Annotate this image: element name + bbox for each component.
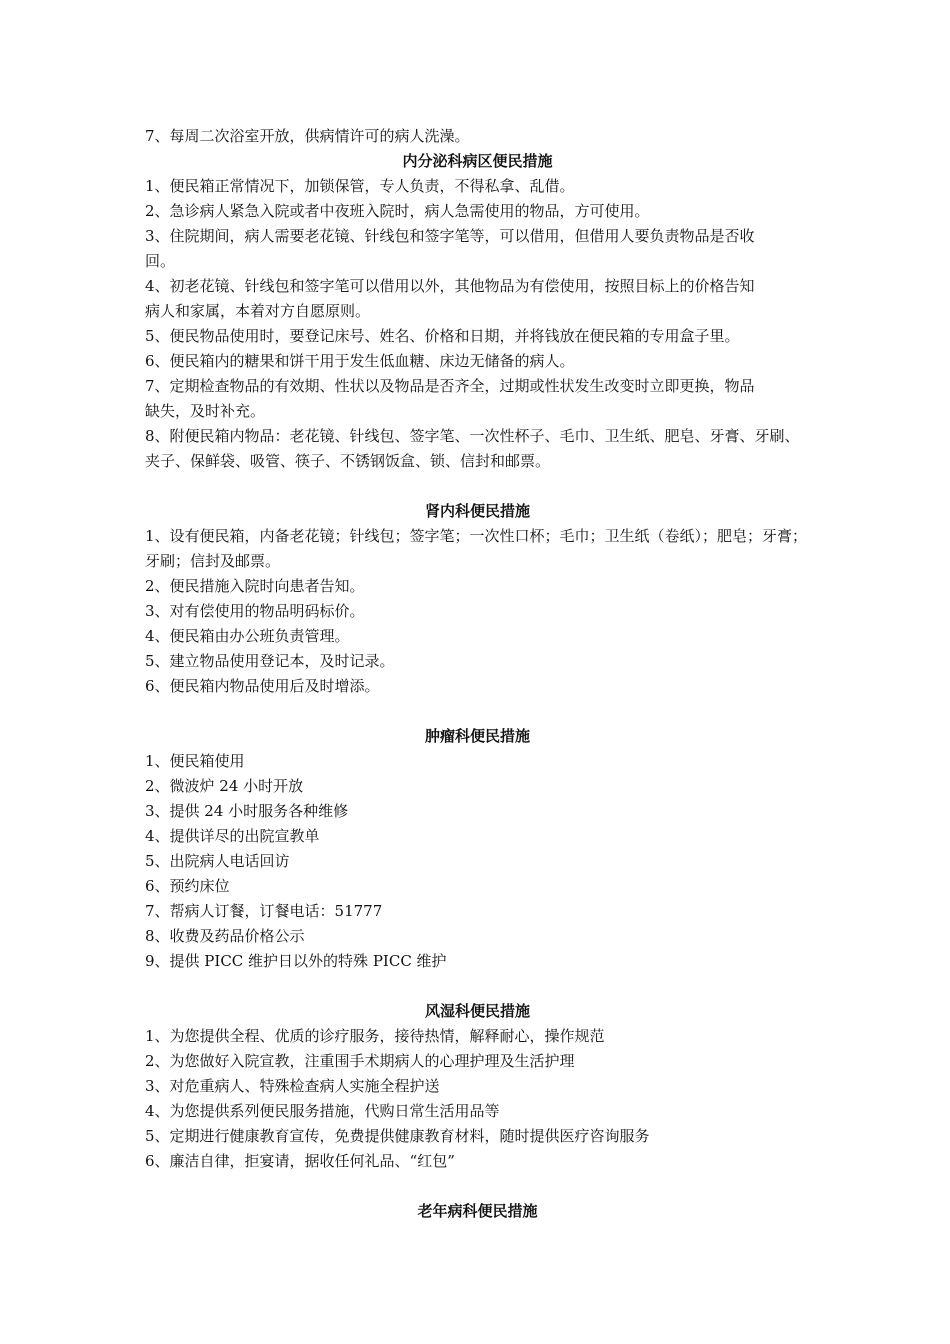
list-item: 7、帮病人订餐，订餐电话：51777 [145, 902, 383, 920]
list-item: 3、对危重病人、特殊检查病人实施全程护送 [145, 1077, 440, 1095]
list-item: 1、设有便民箱，内备老花镜；针线包；签字笔；一次性口杯；毛巾；卫生纸（卷纸）；肥皂；牙膏； [145, 527, 808, 545]
list-item: 1、为您提供全程、优质的诊疗服务，接待热情，解释耐心，操作规范 [145, 1027, 605, 1045]
intro-line-7: 7、每周二次浴室开放，供病情许可的病人洗澡。 [145, 127, 470, 145]
list-item: 3、住院期间，病人需要老花镜、针线包和签字笔等，可以借用，但借用人要负责物品是否收 [145, 227, 755, 245]
list-item: 5、出院病人电话回访 [145, 852, 290, 870]
list-item: 8、附便民箱内物品：老花镜、针线包、签字笔、一次性杯子、毛巾、卫生纸、肥皂、牙膏、牙刷、 [145, 427, 800, 445]
list-item: 6、便民箱内物品使用后及时增添。 [145, 677, 380, 695]
list-item: 5、建立物品使用登记本，及时记录。 [145, 652, 395, 670]
list-item: 回。 [145, 252, 176, 270]
section-title-oncology: 肿瘤科便民措施 [424, 727, 530, 745]
list-item: 3、提供 24 小时服务各种维修 [145, 802, 349, 820]
section-spacer [145, 1174, 810, 1199]
list-item: 5、定期进行健康教育宣传，免费提供健康教育材料，随时提供医疗咨询服务 [145, 1127, 650, 1145]
section-list-rheumatology [145, 1024, 810, 1174]
list-item: 缺失，及时补充。 [145, 402, 266, 420]
list-item: 6、预约床位 [145, 877, 230, 895]
list-item: 2、为您做好入院宣教，注重围手术期病人的心理护理及生活护理 [145, 1052, 575, 1070]
list-item: 1、便民箱使用 [145, 752, 245, 770]
list-item: 4、为您提供系列便民服务措施，代购日常生活用品等 [145, 1102, 500, 1120]
section-spacer [145, 974, 810, 999]
list-item: 3、对有偿使用的物品明码标价。 [145, 602, 365, 620]
list-item: 牙刷；信封及邮票。 [145, 552, 281, 570]
list-item: 4、便民箱由办公班负责管理。 [145, 627, 350, 645]
section-list-endocrine [145, 174, 810, 474]
list-item: 6、便民箱内的糖果和饼干用于发生低血糖、床边无储备的病人。 [145, 352, 575, 370]
section-spacer [145, 474, 810, 499]
section-title-endocrine: 内分泌科病区便民措施 [402, 152, 553, 170]
list-item: 病人和家属，本着对方自愿原则。 [145, 302, 371, 320]
list-item: 5、便民物品使用时，要登记床号、姓名、价格和日期，并将钱放在便民箱的专用盒子里。 [145, 327, 740, 345]
document-page [145, 124, 810, 1224]
list-item: 8、收费及药品价格公示 [145, 927, 305, 945]
list-item: 6、廉洁自律，拒宴请，据收任何礼品、“红包” [145, 1152, 455, 1170]
section-list-nephrology [145, 524, 810, 699]
section-title-geriatrics: 老年病科便民措施 [417, 1202, 538, 1220]
list-item: 1、便民箱正常情况下，加锁保管，专人负责，不得私拿、乱借。 [145, 177, 575, 195]
list-item: 2、急诊病人紧急入院或者中夜班入院时，病人急需使用的物品，方可使用。 [145, 202, 650, 220]
list-item: 2、便民措施入院时向患者告知。 [145, 577, 365, 595]
list-item: 7、定期检查物品的有效期、性状以及物品是否齐全，过期或性状发生改变时立即更换，物品 [145, 377, 755, 395]
list-item: 9、提供 PICC 维护日以外的特殊 PICC 维护 [145, 952, 447, 970]
list-item: 夹子、保鲜袋、吸管、筷子、不锈钢饭盒、锁、信封和邮票。 [145, 452, 551, 470]
list-item: 2、微波炉 24 小时开放 [145, 777, 304, 795]
section-title-rheumatology: 风湿科便民措施 [424, 1002, 530, 1020]
list-item: 4、初老花镜、针线包和签字笔可以借用以外，其他物品为有偿使用，按照目标上的价格告知 [145, 277, 755, 295]
section-spacer [145, 699, 810, 724]
section-list-oncology [145, 749, 810, 974]
list-item: 4、提供详尽的出院宣教单 [145, 827, 320, 845]
section-title-nephrology: 肾内科便民措施 [424, 502, 530, 520]
